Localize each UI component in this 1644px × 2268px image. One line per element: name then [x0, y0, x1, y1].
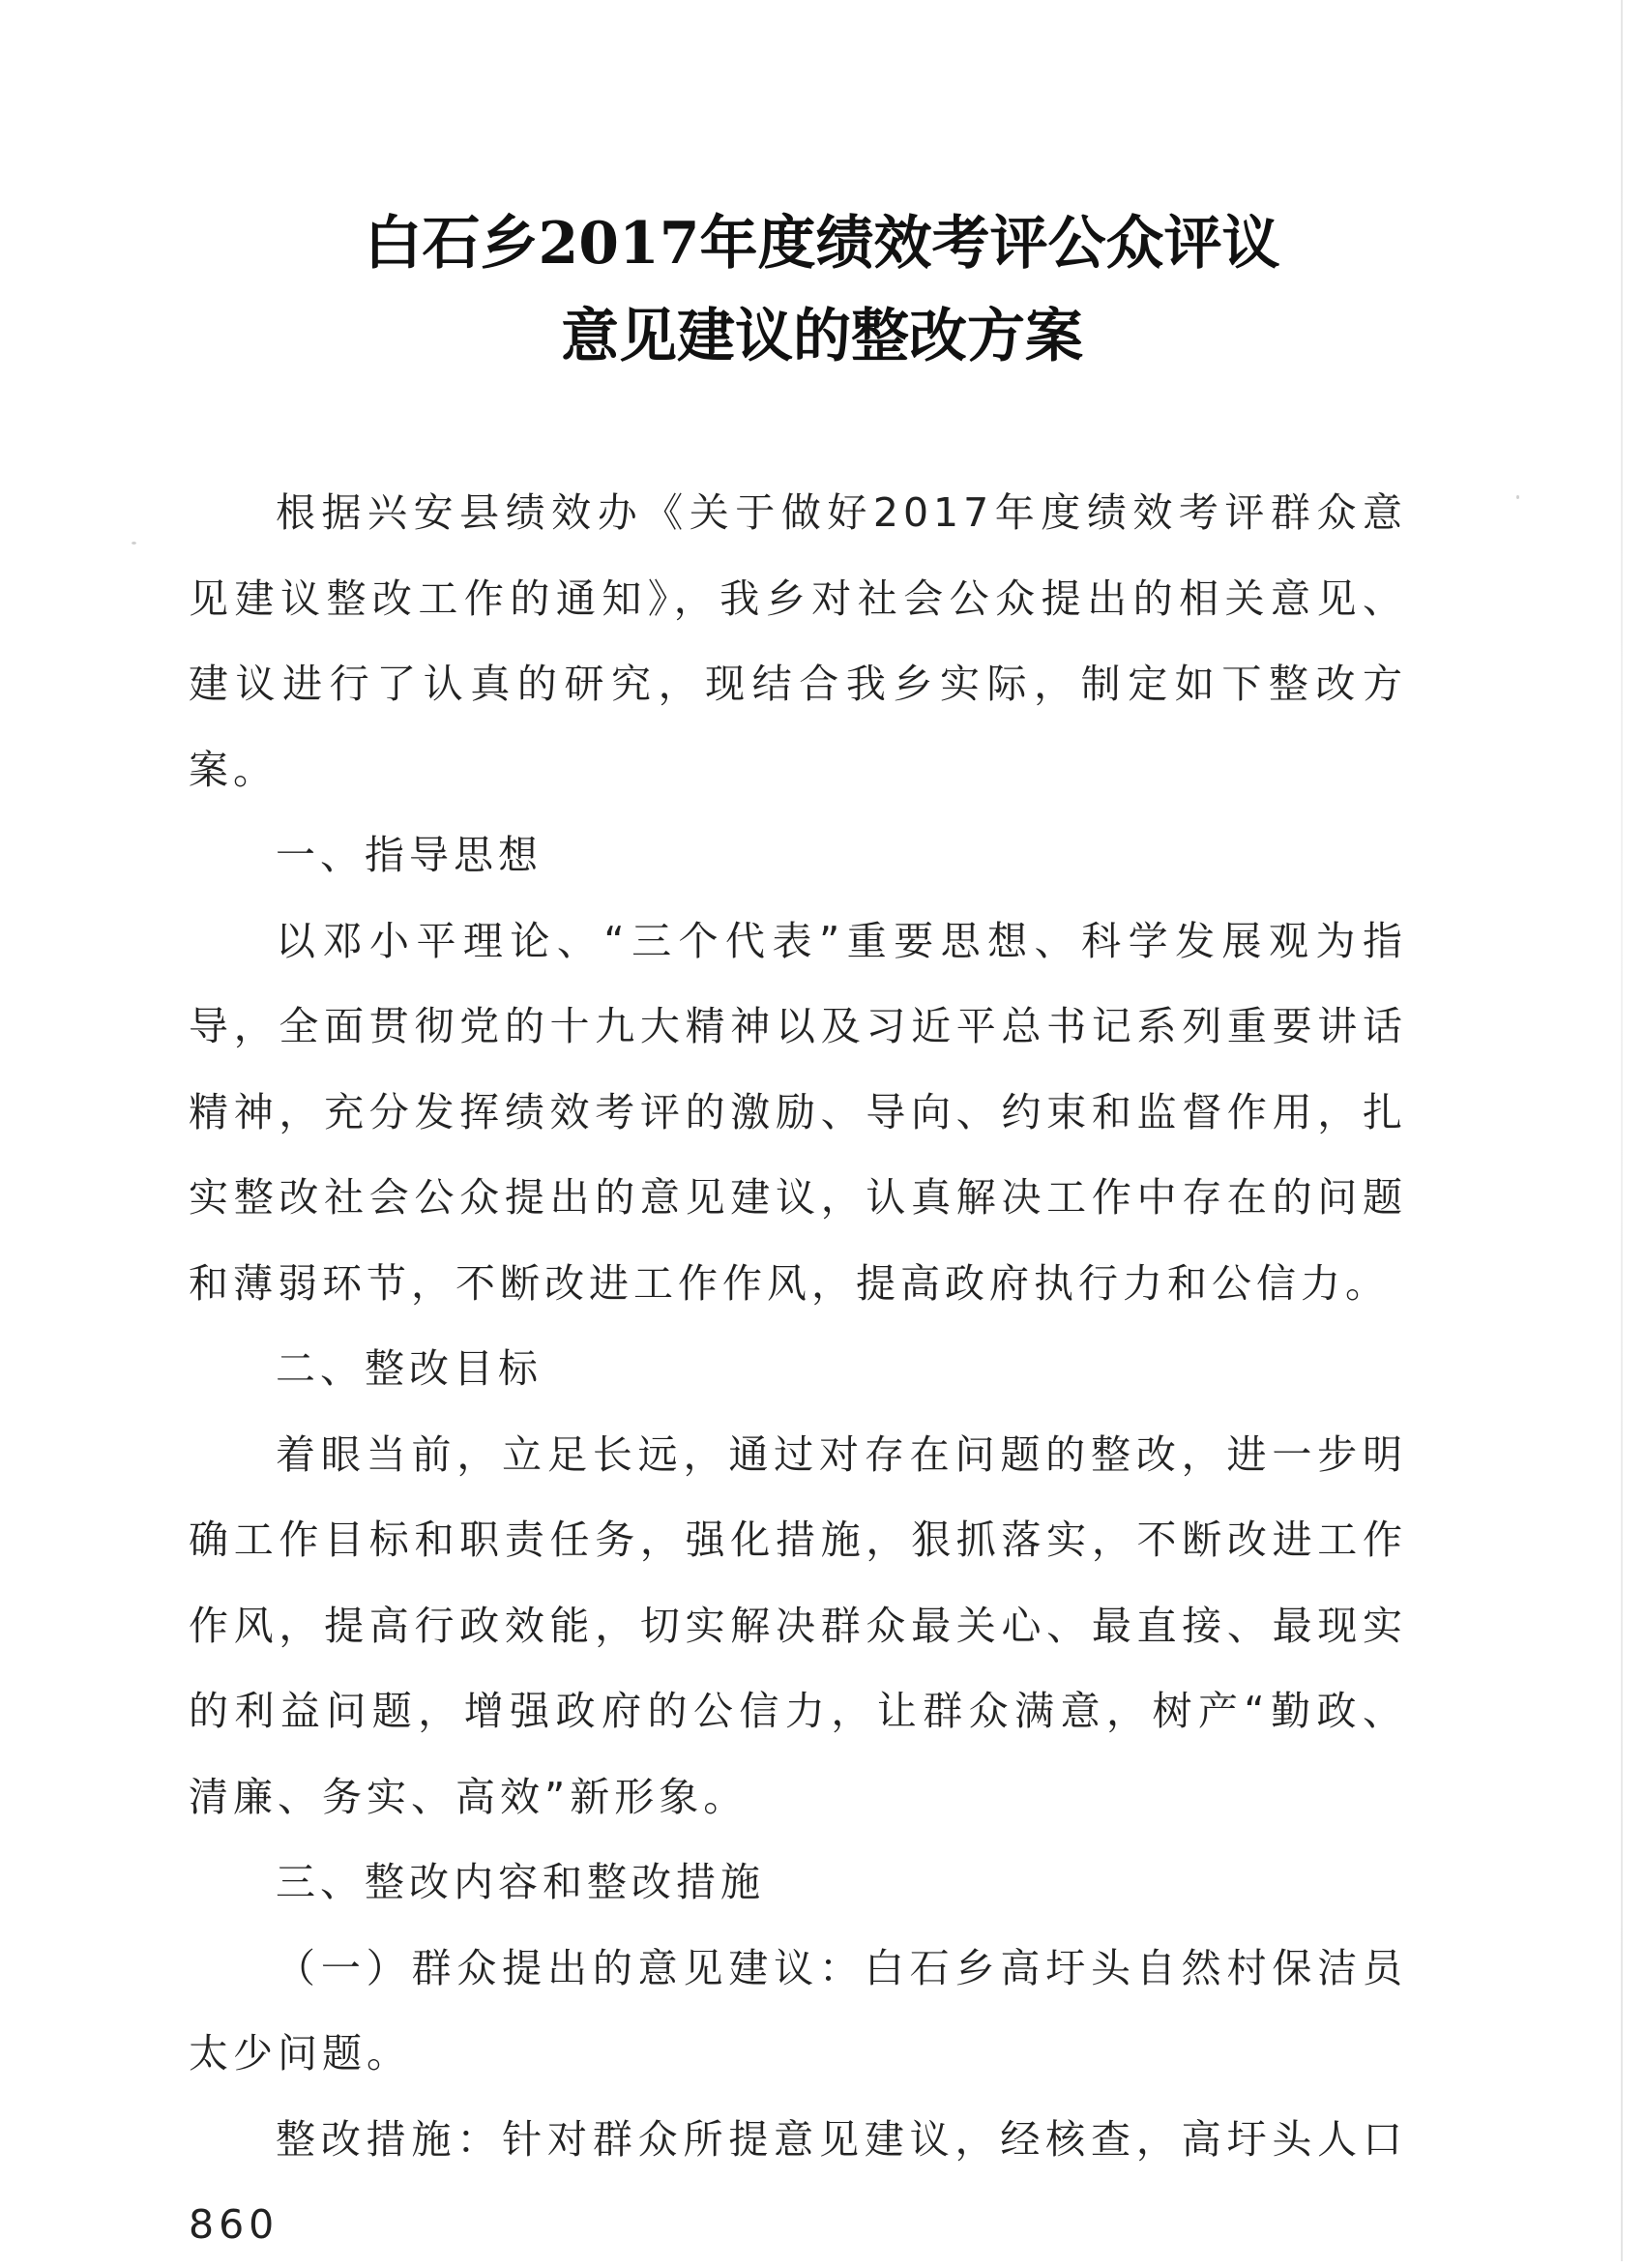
section-heading-guiding-ideology: 一、指导思想: [276, 832, 543, 878]
rectification-measures-paragraph: 整改措施：针对群众所提意见建议，经核查，高圩头人口860: [189, 2115, 1407, 2248]
section-heading-rectification-goal: 二、整改目标: [276, 1345, 543, 1392]
public-suggestion-item-1: （一）群众提出的意见建议：白石乡高圩头自然村保洁员太少问题。: [189, 1944, 1407, 2077]
document-title-line-1: 白石乡2017年度绩效考评公众评议: [364, 210, 1280, 278]
scan-speck: [1516, 495, 1519, 499]
section-heading-content-and-measures: 三、整改内容和整改措施: [276, 1859, 765, 1905]
intro-paragraph: 根据兴安县绩效办《关于做好2017年度绩效考评群众意见建议整改工作的通知》，我乡对社会公众提出的相关意见、建议进行了认真的研究，现结合我乡实际，制定如下整改方案。: [189, 489, 1407, 793]
scan-speck: [132, 542, 136, 545]
rectification-goal-paragraph: 着眼当前，立足长远，通过对存在问题的整改，进一步明确工作目标和职责任务，强化措施，狠抓落实，不断改进工作作风，提高行政效能，切实解决群众最关心、最直接、最现实的利益问题，增强政府的公信力，让群众满意，树产“勤政、清廉、务实、高效”新形象。: [189, 1430, 1407, 1820]
document-body: [189, 470, 1407, 2268]
guiding-ideology-paragraph: 以邓小平理论、“三个代表”重要思想、科学发展观为指导，全面贯彻党的十九大精神以及习近平总书记系列重要讲话精神，充分发挥绩效考评的激励、导向、约束和监督作用，扎实整改社会公众提出的意见建议，认真解决工作中存在的问题和薄弱环节，不断改进工作作风，提高政府执行力和公信力。: [189, 917, 1407, 1307]
document-title-line-2: 意见建议的整改方案: [561, 303, 1083, 370]
